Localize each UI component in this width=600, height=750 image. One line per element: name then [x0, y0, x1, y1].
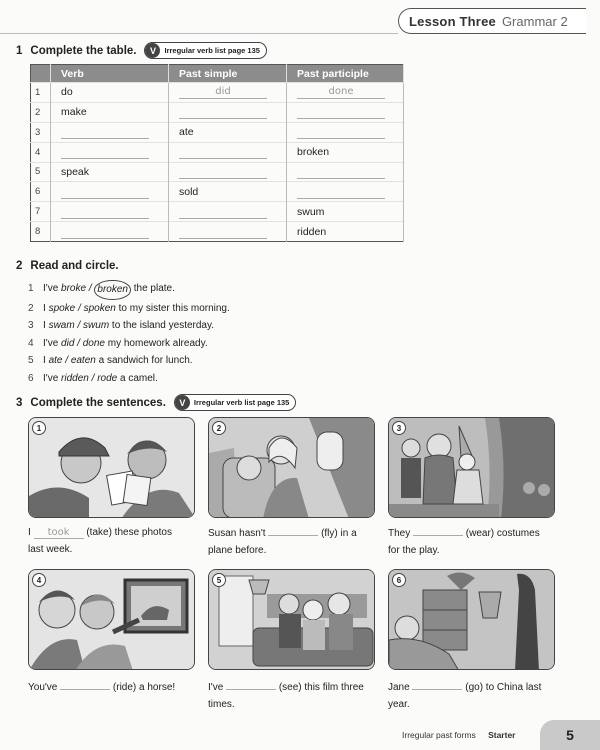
option-a[interactable]: swam: [48, 320, 75, 332]
table-header-number: [31, 65, 51, 83]
item-number: 6: [28, 372, 34, 384]
past-simple-cell: [169, 83, 287, 103]
row-number: 5: [31, 162, 51, 182]
verb-list-icon: V: [145, 43, 160, 58]
past-participle-cell: [287, 162, 404, 182]
option-a[interactable]: did: [61, 337, 75, 349]
lesson-section: Grammar 2: [501, 13, 568, 29]
exercise-title: Complete the sentences.: [30, 396, 166, 409]
footer-level: Starter: [488, 730, 516, 740]
answer-line[interactable]: [179, 105, 267, 119]
verb-cell: [51, 182, 169, 202]
verb-list-reference: [144, 42, 266, 59]
option-a[interactable]: ate: [48, 355, 63, 367]
china-room-drawing: [389, 570, 555, 670]
option-b[interactable]: swum: [83, 320, 110, 332]
picture-number: 3: [392, 421, 406, 435]
given-word: make: [61, 106, 87, 119]
verb-list-icon: V: [175, 395, 190, 410]
answer-line[interactable]: [61, 185, 149, 199]
item-text: to the island yesterday.: [109, 320, 215, 332]
verb-cell: [51, 102, 169, 122]
answer-line[interactable]: [179, 225, 267, 239]
exercise-2-list: [28, 280, 230, 388]
answer-blank[interactable]: [268, 524, 318, 536]
verb-cell: [51, 202, 169, 222]
table-row: [31, 122, 404, 142]
verb-cell: [51, 162, 169, 182]
option-separator: /: [86, 283, 95, 294]
list-item: [28, 370, 230, 388]
picture-number: 1: [32, 421, 46, 435]
sentence-text: You've: [28, 682, 58, 693]
option-b[interactable]: eaten: [70, 355, 96, 367]
table-row: [31, 102, 404, 122]
exercise-1-heading: [16, 42, 267, 59]
sentence-5: [208, 678, 383, 713]
answer-line[interactable]: [179, 145, 267, 159]
sentence-4: [28, 678, 203, 696]
sentence-text: year.: [388, 699, 410, 710]
picture-number: 4: [32, 573, 46, 587]
item-number: 2: [28, 302, 34, 314]
row-number: 7: [31, 202, 51, 222]
row-number: 2: [31, 102, 51, 122]
answer-line[interactable]: [179, 205, 267, 219]
past-simple-cell: [169, 162, 287, 182]
verb-cell: [51, 122, 169, 142]
option-separator: /: [74, 337, 83, 349]
sentence-text: (wear) costumes: [465, 528, 540, 539]
sentence-6: [388, 678, 563, 713]
row-number: 6: [31, 182, 51, 202]
sentence-text: I: [28, 527, 31, 538]
past-simple-cell: [169, 182, 287, 202]
sentence-text: (fly) in a: [321, 528, 357, 539]
footer-topic: Irregular past forms: [402, 730, 476, 740]
verb-cell: [51, 142, 169, 162]
item-text: a camel.: [117, 372, 158, 384]
answer-line[interactable]: [297, 185, 385, 199]
given-word: sold: [179, 185, 199, 198]
exercise-3-heading: [16, 394, 296, 411]
sentence-text: last week.: [28, 544, 73, 555]
verb-table: [30, 64, 404, 242]
answer-line[interactable]: [61, 145, 149, 159]
picture-number: 6: [392, 573, 406, 587]
table-row: [31, 202, 404, 222]
list-item: [28, 280, 230, 300]
illustration-family-sofa: [208, 569, 375, 670]
item-number: 3: [28, 320, 34, 332]
sentence-text: times.: [208, 699, 235, 710]
answer-line[interactable]: [297, 165, 385, 179]
table-header-verb: Verb: [51, 65, 169, 83]
option-separator: /: [74, 320, 84, 332]
answer-line[interactable]: [179, 165, 267, 179]
past-participle-cell: [287, 222, 404, 242]
sentence-text: Jane: [388, 682, 410, 693]
sentence-text: for the play.: [388, 545, 440, 556]
table-row: [31, 222, 404, 242]
given-word: speak: [61, 165, 90, 178]
verb-cell: [51, 222, 169, 242]
option-b[interactable]: rode: [97, 372, 118, 384]
row-number: 4: [31, 142, 51, 162]
sentence-text: (see) this film three: [278, 682, 364, 693]
illustration-horse-painting: [28, 569, 195, 670]
item-text: to my sister this morning.: [115, 302, 230, 314]
answer-blank[interactable]: [413, 524, 463, 536]
list-item: [28, 335, 230, 353]
row-number: 1: [31, 83, 51, 103]
picture-number: 2: [212, 421, 226, 435]
table-row: [31, 83, 404, 103]
boys-photos-drawing: [29, 418, 195, 518]
illustration-play-costumes: [388, 417, 555, 518]
verb-list-text: Irregular verb list page 135: [164, 46, 260, 55]
table-header-past-participle: Past participle: [287, 65, 404, 83]
answer-line[interactable]: [61, 205, 149, 219]
option-a[interactable]: spoke: [48, 302, 76, 314]
sentence-3: [388, 524, 563, 559]
past-simple-cell: [169, 202, 287, 222]
sentence-text: plane before.: [208, 545, 267, 556]
verb-list-reference: [174, 394, 296, 411]
option-separator: /: [75, 302, 84, 314]
table-row: [31, 142, 404, 162]
option-a[interactable]: broke: [61, 283, 87, 294]
exercise-number: 2: [16, 260, 23, 272]
list-item: [28, 300, 230, 318]
row-number: 8: [31, 222, 51, 242]
table-header-row: [31, 65, 404, 83]
item-text: I've: [43, 372, 62, 384]
sentence-text: I've: [208, 682, 224, 693]
sentence-text: Susan hasn't: [208, 528, 266, 539]
answer-blank[interactable]: [60, 678, 110, 690]
exercise-2-heading: [16, 260, 119, 272]
item-number: 5: [28, 355, 34, 367]
item-text: I: [43, 302, 49, 314]
row-number: 3: [31, 122, 51, 142]
past-participle-cell: [287, 122, 404, 142]
option-a[interactable]: ridden: [61, 372, 89, 384]
lesson-title: Lesson Three: [409, 13, 496, 29]
past-participle-cell: [287, 182, 404, 202]
verb-cell: [51, 83, 169, 103]
horse-painting-drawing: [29, 570, 195, 670]
sentence-text: They: [388, 528, 411, 539]
item-text: I've: [43, 337, 62, 349]
plane-drawing: [209, 418, 375, 518]
sentence-1: [28, 524, 203, 558]
answer-line[interactable]: done: [297, 85, 385, 99]
answer-line[interactable]: did: [179, 85, 267, 99]
list-item: [28, 352, 230, 370]
past-simple-cell: [169, 122, 287, 142]
page-number: 5: [540, 720, 600, 750]
option-b[interactable]: broken: [94, 280, 131, 300]
option-b[interactable]: spoken: [83, 302, 116, 314]
table-header-past-simple: Past simple: [169, 65, 287, 83]
answer-blank[interactable]: took: [34, 527, 84, 539]
answer-blank[interactable]: [226, 678, 276, 690]
option-b[interactable]: done: [82, 337, 105, 349]
verb-list-text: Irregular verb list page 135: [193, 398, 290, 407]
past-participle-cell: [287, 202, 404, 222]
answer-line[interactable]: [61, 225, 149, 239]
answer-line[interactable]: [61, 125, 149, 139]
illustration-boys-photos: [28, 417, 195, 518]
list-item: [28, 317, 230, 335]
item-text: I've: [43, 283, 62, 294]
illustration-china-room: [388, 569, 555, 670]
family-sofa-drawing: [209, 570, 375, 670]
past-simple-cell: [169, 102, 287, 122]
item-number: 4: [28, 337, 34, 349]
past-participle-cell: [287, 102, 404, 122]
answer-blank[interactable]: [412, 678, 462, 690]
exercise-number: 1: [16, 44, 23, 57]
option-separator: /: [62, 355, 71, 367]
item-text: a sandwich for lunch.: [95, 355, 193, 367]
past-simple-cell: [169, 142, 287, 162]
option-separator: /: [88, 372, 98, 384]
table-row: [31, 162, 404, 182]
given-word: broken: [297, 146, 330, 159]
answer-line[interactable]: [297, 105, 385, 119]
past-simple-cell: [169, 222, 287, 242]
lesson-header: [398, 8, 586, 34]
sentence-text: (go) to China last: [465, 682, 542, 693]
item-number: 1: [28, 283, 34, 294]
past-participle-cell: [287, 83, 404, 103]
picture-number: 5: [212, 573, 226, 587]
sentence-2: [208, 524, 383, 559]
given-word: do: [61, 86, 73, 99]
given-word: ridden: [297, 225, 327, 238]
sentence-text: (ride) a horse!: [112, 682, 176, 693]
play-drawing: [389, 418, 555, 518]
given-word: ate: [179, 126, 194, 139]
table-row: [31, 182, 404, 202]
past-participle-cell: [287, 142, 404, 162]
exercise-number: 3: [16, 396, 23, 409]
item-text: I: [43, 320, 49, 332]
exercise-title: Complete the table.: [30, 44, 137, 57]
item-text: the plate.: [130, 283, 175, 294]
answer-line[interactable]: [297, 125, 385, 139]
sentence-text: (take) these photos: [86, 527, 172, 538]
item-text: I: [43, 355, 49, 367]
given-word: swum: [297, 205, 325, 218]
item-text: my homework already.: [104, 337, 208, 349]
header-rule: [0, 33, 398, 34]
exercise-title: Read and circle.: [30, 260, 119, 272]
page-footer: [402, 730, 515, 740]
illustration-plane-passengers: [208, 417, 375, 518]
